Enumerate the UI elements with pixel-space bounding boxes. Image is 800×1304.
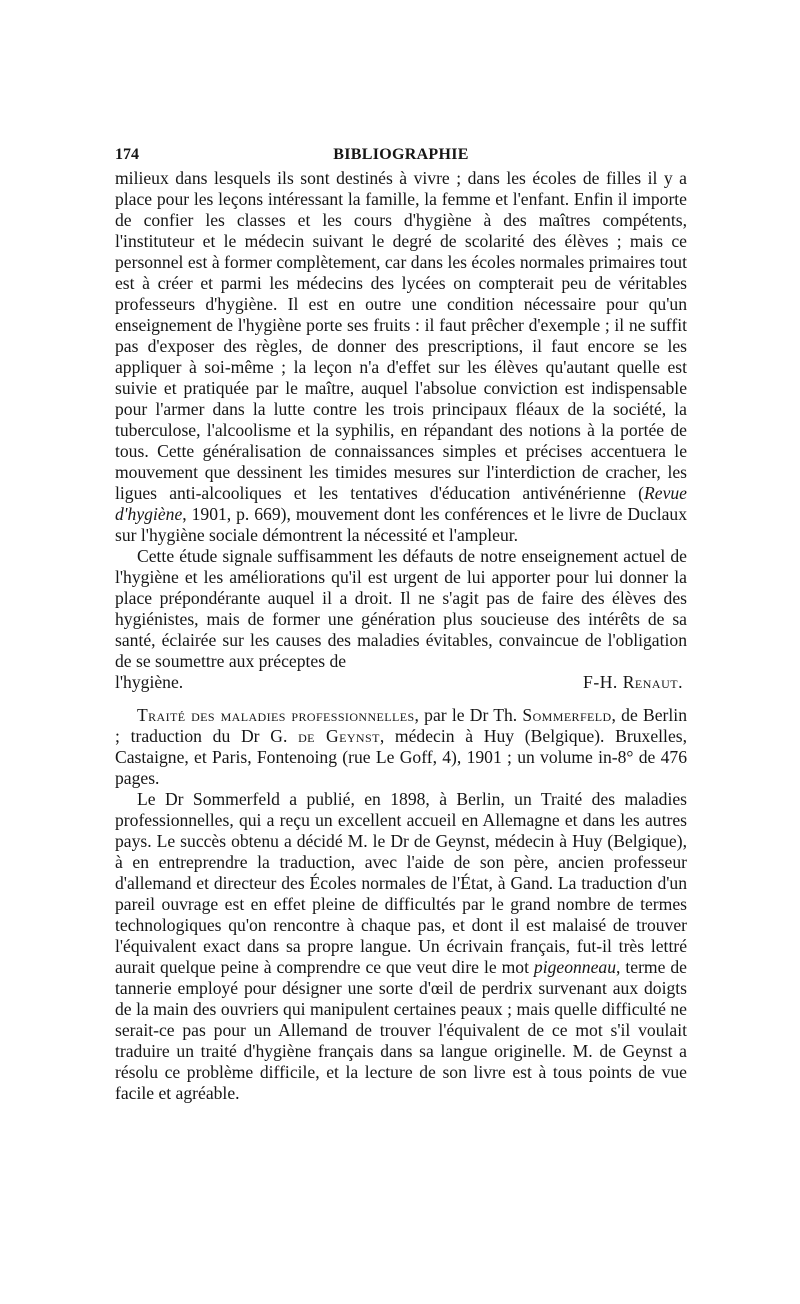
italic-term: pigeonneau bbox=[533, 957, 617, 977]
section-gap bbox=[115, 693, 687, 705]
book-title: Traité des maladies professionnelles bbox=[137, 705, 415, 725]
review2-paragraph-1: Le Dr Sommerfeld a publié, en 1898, à Berlin, un Traité des maladies professionnelles, qui a reçu un excellent accueil en Allemagne et dans les autres pays. Le succès obtenu a décidé M. le Dr de Geynst, médecin à Huy (Belgique), à en entreprendre la traduction, avec l'aide de son père, ancien professeur d'allemand et directeur des Écoles normales de l'État, à Gand. La traduction d'un pareil ouvrage est en effet pleine de difficultés par le grand nombre de termes technologiques qu'on rencontre à chaque pas, et dont il est malaisé de trouver l'équivalent exact dans sa propre langue. Un écrivain français, fut-il très lettré aurait quelque peine à comprendre ce que veut dire le mot pigeonneau, terme de tannerie employé pour désigner une sorte d'œil de perdrix survenant aux doigts de la main des ouvriers qui manipulent certaines peaux ; mais quelle difficulté ne serait-ce pas pour un Allemand de trouver l'équivalent de ce mot s'il voulait traduire un traité d'hygiène français dans sa langue originelle. M. de Geynst a résolu ce problème difficile, et la lecture de son livre est à tous points de vue facile et agréable. bbox=[115, 789, 687, 1103]
book-author: Sommerfeld bbox=[522, 705, 612, 725]
running-head bbox=[115, 142, 687, 168]
running-title: BIBLIOGRAPHIE bbox=[333, 146, 469, 163]
body-text bbox=[115, 168, 687, 1104]
review2-heading: Traité des maladies professionnelles, par le Dr Th. Sommerfeld, de Berlin ; traduction du Dr G. de Geynst, médecin à Huy (Belgique). Bruxelles, Castaigne, et Paris, Fontenoing (rue Le Goff, 4), 1901 ; un volume in-8° de 476 pages. bbox=[115, 705, 687, 788]
review1-paragraph-1: milieux dans lesquels ils sont destinés à vivre ; dans les écoles de filles il y a place pour les leçons intéressant la famille, la femme et l'enfant. Enfin il importe de confier les classes et les cours d'hygiène à des maîtres compétents, l'instituteur et le médecin suivant le degré de scolarité des élèves ; mais ce personnel est à former complètement, car dans les écoles normales primaires tout est à créer et parmi les médecins des lycées on compterait peu de véritables professeurs d'hygiène. Il est en outre une condition nécessaire pour qu'un enseignement de l'hygiène porte ses fruits : il faut prêcher d'exemple ; il ne suffit pas d'exposer des règles, de donner des prescriptions, il faut encore se les appliquer à soi-même ; la leçon n'a d'effet sur les élèves qu'autant quelle est suivie et pratiquée par le maître, auquel l'absolue conviction est indispensable pour l'armer dans la lutte contre les trois principaux fléaux de la société, la tuberculose, l'alcoolisme et la syphilis, en répandant des notions à la portée de tous. Cette généralisation de connaissances simples et précises accentuera le mouvement que dessinent les timides mesures sur l'interdiction de cracher, les ligues anti-alcooliques et les tentatives d'éducation antivénérienne (Revue d'hygiène, 1901, p. 669), mouvement dont les conférences et le livre de Duclaux sur l'hygiène sociale démontrent la nécessité et l'ampleur. bbox=[115, 168, 687, 545]
book-page bbox=[115, 142, 687, 1104]
review1-paragraph-2-end: l'hygiène. bbox=[115, 672, 184, 692]
review1-paragraph-2: Cette étude signale suffisamment les défauts de notre enseignement actuel de l'hygiène et les améliorations qu'il est urgent de lui apporter pour lui donner la place prépondérante auquel il a droit. Il ne s'agit pas de faire des élèves des hygiénistes, mais de former une génération plus soucieuse des intérêts de sa santé, éclairée sur les causes des maladies évitables, convaincue de l'obligation de se soumettre aux préceptes de bbox=[115, 546, 687, 671]
signature-line bbox=[115, 672, 687, 693]
review-signature: F-H. Renaut. bbox=[583, 672, 683, 692]
book-translator: de Geynst bbox=[298, 726, 380, 746]
citation-title: Revue d'hygiène bbox=[115, 483, 687, 524]
page-number: 174 bbox=[115, 146, 139, 163]
